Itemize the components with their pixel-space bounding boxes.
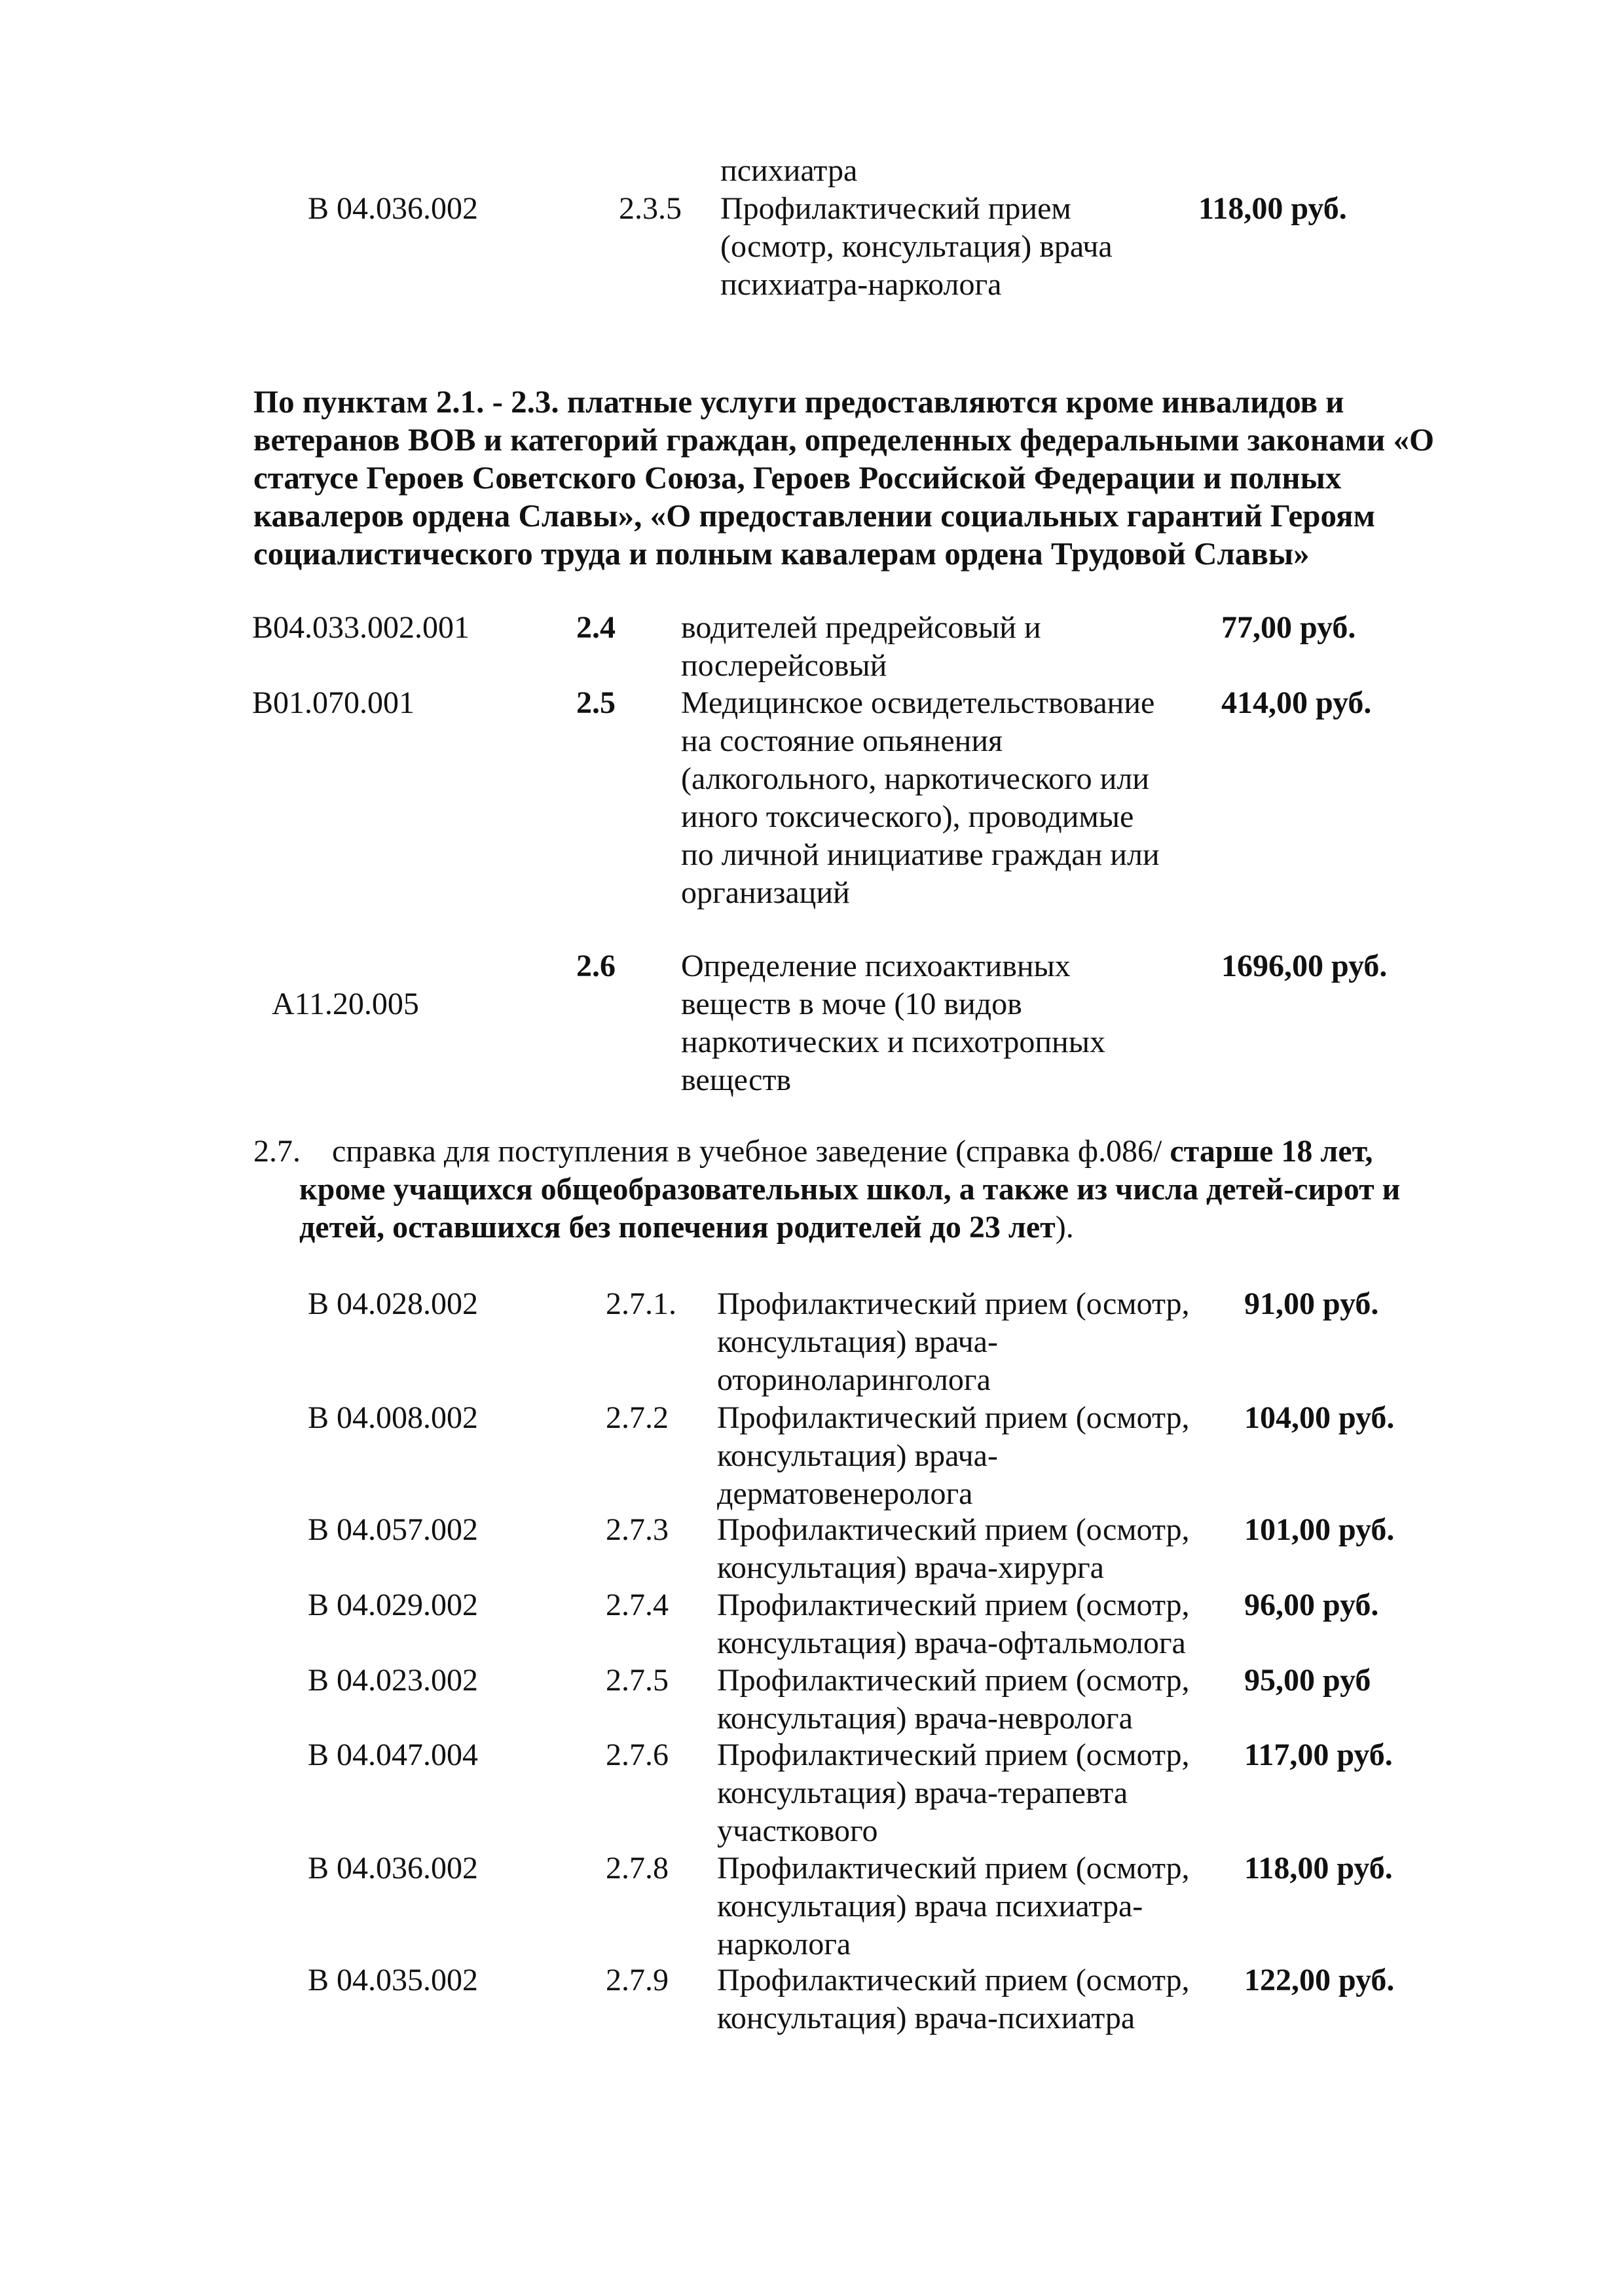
description-line: участкового (717, 1813, 878, 1848)
description-line: консультация) врача- (717, 1438, 998, 1473)
description-line: наркотических и психотропных (681, 1025, 1105, 1059)
service-price: 77,00 руб. (1221, 610, 1356, 645)
paragraph-number: 2.7. (253, 1134, 301, 1169)
paragraph-line (253, 1133, 1530, 1171)
service-code: В 04.035.002 (308, 1963, 479, 1997)
description-line: консультация) врача- (717, 1324, 998, 1359)
description-line: Профилактический прием (осмотр, (717, 1963, 1190, 1997)
description-line: Профилактический прием (осмотр, (717, 1851, 1190, 1886)
note-line: статусе Героев Советского Союза, Героев Российской Федерации и полных (253, 460, 1342, 496)
service-price: 118,00 руб. (1198, 191, 1347, 226)
note-line: кавалеров ордена Славы», «О предоставлении социальных гарантий Героям (253, 498, 1375, 534)
service-description (717, 1399, 1190, 1513)
service-price: 118,00 руб. (1244, 1851, 1393, 1886)
paragraph-text: справка для поступления в учебное заведение (справка ф.086/ (332, 1134, 1162, 1169)
description-line: послерейсовый (681, 648, 887, 683)
description-line: Профилактический прием (720, 191, 1071, 226)
paragraph-text-bold: детей, оставшихся без попечения родителей до 23 лет (299, 1210, 1056, 1245)
service-code: В01.070.001 (252, 685, 415, 720)
description-line: веществ (681, 1063, 792, 1097)
note-paragraph (253, 383, 1485, 573)
description-line: по личной инициативе граждан или (681, 837, 1160, 872)
service-number: 2.7.4 (606, 1588, 669, 1622)
service-code: А11.20.005 (272, 987, 419, 1021)
description-line: организаций (681, 875, 850, 910)
service-price: 95,00 руб (1244, 1663, 1371, 1698)
service-price: 96,00 руб. (1244, 1588, 1379, 1622)
service-number: 2.6 (576, 949, 616, 983)
description-line: Медицинское освидетельствование (681, 685, 1155, 720)
description-line: на состояние опьянения (681, 723, 1003, 758)
service-price: 104,00 руб. (1244, 1400, 1395, 1435)
paragraph-2-7 (253, 1133, 1530, 1247)
service-description (717, 1285, 1190, 1399)
paragraph-line (253, 1209, 1530, 1247)
note-line: По пунктам 2.1. - 2.3. платные услуги предоставляются кроме инвалидов и (253, 384, 1344, 420)
description-line: консультация) врача-хирурга (717, 1550, 1104, 1585)
service-description (681, 609, 1041, 685)
service-code: В04.033.002.001 (252, 610, 470, 645)
service-code: В 04.057.002 (308, 1512, 479, 1547)
description-line: Профилактический прием (осмотр, (717, 1588, 1190, 1622)
description-line: оториноларинголога (717, 1362, 991, 1397)
description-line: водителей предрейсовый и (681, 610, 1041, 645)
service-code: В 04.036.002 (308, 1851, 479, 1886)
description-line: консультация) врача-невролога (717, 1701, 1133, 1736)
description-line: Профилактический прием (осмотр, (717, 1400, 1190, 1435)
description-line: нарколога (717, 1927, 851, 1961)
description-line: Профилактический прием (осмотр, (717, 1663, 1190, 1698)
description-line: Профилактический прием (осмотр, (717, 1738, 1190, 1772)
service-code: В 04.008.002 (308, 1400, 479, 1435)
service-number: 2.7.3 (606, 1512, 669, 1547)
description-line: Профилактический прием (осмотр, (717, 1286, 1190, 1321)
paragraph-line: кроме учащихся общеобразовательных школ, а также из числа детей-сирот и (299, 1172, 1401, 1207)
service-description (717, 1586, 1190, 1662)
service-number: 2.7.9 (606, 1963, 669, 1997)
service-number: 2.7.8 (606, 1851, 669, 1886)
service-code: В 04.028.002 (308, 1286, 479, 1321)
service-description (717, 1850, 1190, 1963)
service-description (717, 1736, 1190, 1850)
description-line: консультация) врача психиатра- (717, 1889, 1143, 1923)
service-number: 2.5 (576, 685, 616, 720)
service-description (720, 152, 1113, 304)
service-price: 117,00 руб. (1244, 1738, 1393, 1772)
service-code: В 04.047.004 (308, 1738, 479, 1772)
description-line: консультация) врача-офтальмолога (717, 1626, 1186, 1660)
service-description (681, 947, 1105, 1099)
service-price: 91,00 руб. (1244, 1286, 1379, 1321)
service-code: В 04.023.002 (308, 1663, 479, 1698)
description-line: консультация) врача-психиатра (717, 2001, 1135, 2035)
description-line: консультация) врача-терапевта (717, 1776, 1128, 1810)
description-line: психиатра-нарколога (720, 267, 1002, 302)
service-price: 414,00 руб. (1221, 685, 1372, 720)
description-line: (алкогольного, наркотического или (681, 761, 1149, 796)
description-line: психиатра (720, 153, 858, 188)
description-line: веществ в моче (10 видов (681, 987, 1022, 1021)
paragraph-text: ). (1055, 1210, 1074, 1245)
service-price: 101,00 руб. (1244, 1512, 1395, 1547)
description-line: Определение психоактивных (681, 949, 1071, 983)
service-number: 2.7.2 (606, 1400, 669, 1435)
service-description (717, 1511, 1190, 1587)
note-line: социалистического труда и полным кавалерам ордена Трудовой Славы» (253, 536, 1310, 572)
paragraph-text-bold: старше 18 лет, (1170, 1134, 1373, 1169)
service-description (717, 1961, 1190, 2037)
service-price: 122,00 руб. (1244, 1963, 1395, 1997)
service-number: 2.4 (576, 610, 616, 645)
service-price: 1696,00 руб. (1221, 949, 1388, 983)
service-code: В 04.029.002 (308, 1588, 479, 1622)
note-line: ветеранов ВОВ и категорий граждан, определенных федеральными законами «О (253, 422, 1435, 458)
service-number: 2.7.5 (606, 1663, 669, 1698)
description-line: иного токсического), проводимые (681, 799, 1134, 834)
service-code: В 04.036.002 (308, 191, 479, 226)
service-description (681, 684, 1160, 912)
service-description (717, 1662, 1190, 1738)
service-number: 2.3.5 (619, 191, 682, 226)
description-line: Профилактический прием (осмотр, (717, 1512, 1190, 1547)
service-number: 2.7.6 (606, 1738, 669, 1772)
description-line: (осмотр, консультация) врача (720, 229, 1113, 264)
service-number: 2.7.1. (606, 1286, 676, 1321)
description-line: дерматовенеролога (717, 1476, 973, 1511)
